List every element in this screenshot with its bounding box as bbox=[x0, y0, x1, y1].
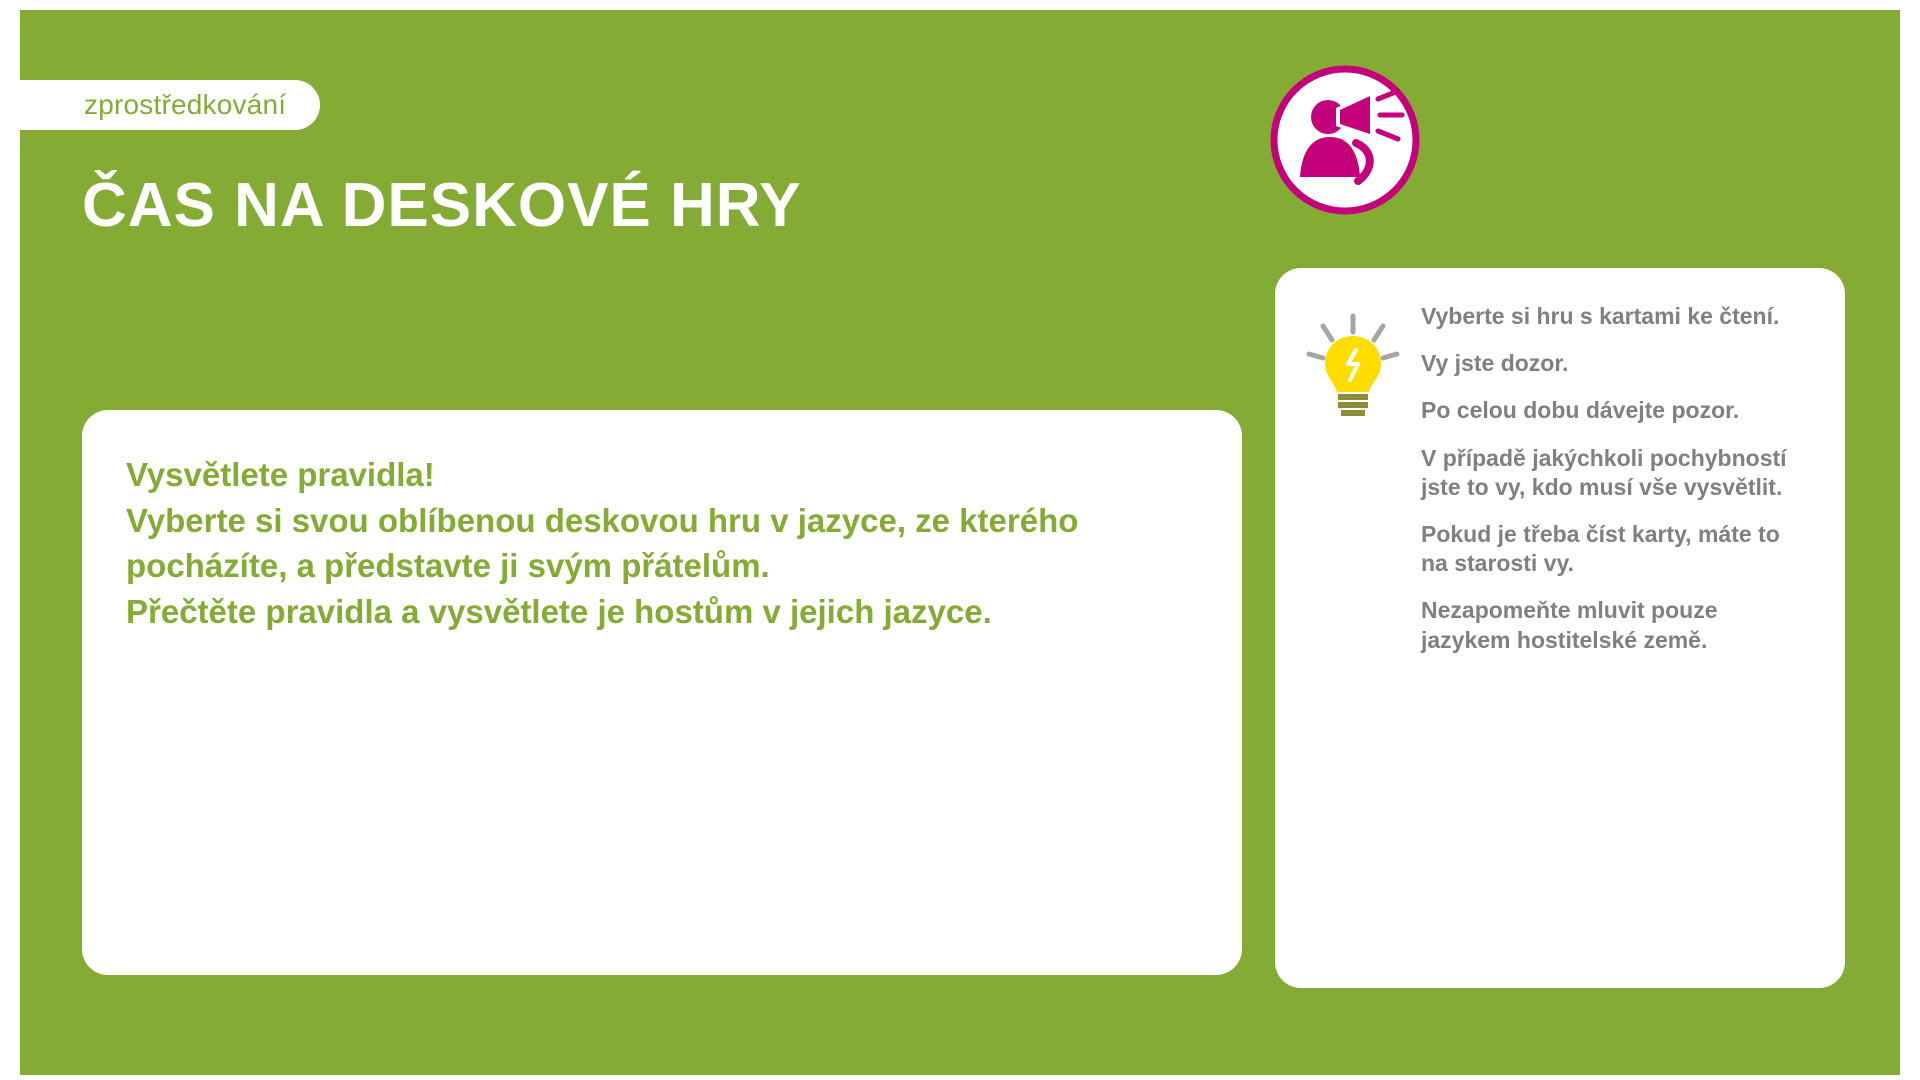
instruction-line: Přečtěte pravidla a vysvětlete je hostům v jejich jazyce. bbox=[126, 592, 992, 630]
category-pill bbox=[20, 80, 320, 130]
megaphone-person-icon bbox=[1270, 65, 1420, 215]
lightbulb-icon bbox=[1303, 302, 1411, 958]
instruction-line: Vyberte si svou oblíbenou deskovou hru v jazyce, ze kterého pocházíte, a představte ji svým přátelům. bbox=[126, 501, 1079, 585]
instruction-line: Vysvětlete pravidla! bbox=[126, 456, 435, 493]
tip-item: Nezapomeňte mluvit pouze jazykem hostitelské země. bbox=[1421, 597, 1718, 653]
page-title: ČAS NA DESKOVÉ HRY bbox=[82, 171, 802, 240]
tips-list bbox=[1411, 302, 1805, 958]
tip-item: Pokud je třeba číst karty, máte to na starosti vy. bbox=[1421, 521, 1780, 577]
tips-card bbox=[1275, 268, 1845, 988]
tip-item: Vyberte si hru s kartami ke čtení. bbox=[1421, 303, 1780, 329]
tip-item: Vy jste dozor. bbox=[1421, 350, 1569, 377]
category-label: zprostředkování bbox=[84, 89, 287, 120]
organization-logo bbox=[1270, 65, 1420, 215]
tip-item: Po celou dobu dávejte pozor. bbox=[1421, 397, 1740, 424]
slide bbox=[20, 10, 1900, 1075]
instructions-card bbox=[82, 410, 1242, 975]
tip-item: V případě jakýchkoli pochybností jste to vy, kdo musí vše vysvětlit. bbox=[1421, 444, 1787, 500]
